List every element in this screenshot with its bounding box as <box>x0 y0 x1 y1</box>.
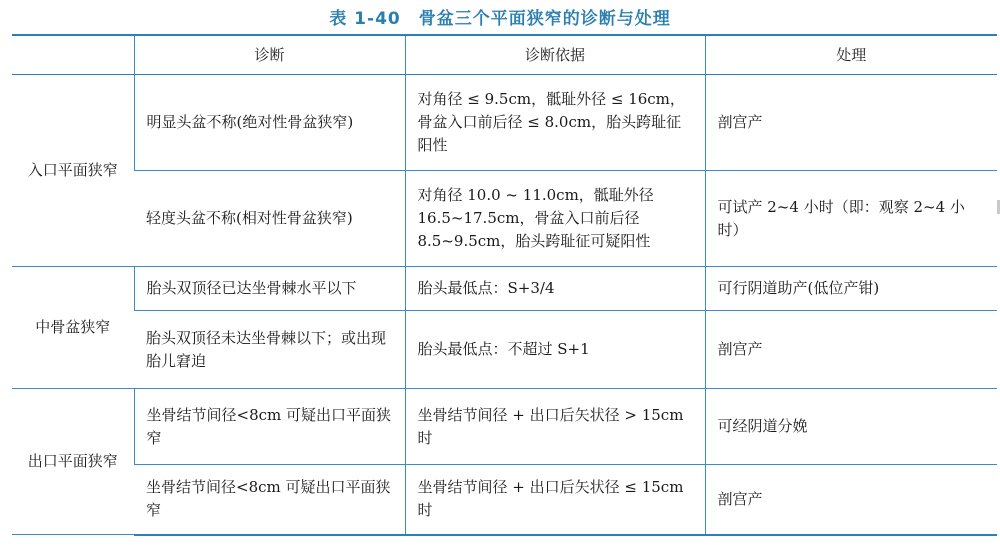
header-cell-basis: 诊断依据 <box>405 35 705 75</box>
treatment-cell: 可经阴道分娩 <box>705 389 997 465</box>
diagnosis-cell: 胎头双顶径未达坐骨棘以下；或出现胎儿窘迫 <box>134 311 405 389</box>
table-row <box>12 267 997 311</box>
table-number: 表 1-40 <box>329 9 401 29</box>
diagnosis-cell: 明显头盆不称(绝对性骨盆狭窄) <box>134 75 405 171</box>
treatment-cell: 可行阴道助产(低位产钳) <box>705 267 997 311</box>
group-cell-outlet: 出口平面狭窄 <box>12 389 134 535</box>
table-row <box>12 75 997 171</box>
group-cell-midpelvis: 中骨盆狭窄 <box>12 267 134 389</box>
treatment-cell: 剖宫产 <box>705 75 997 171</box>
treatment-cell: 剖宫产 <box>705 465 997 535</box>
treatment-cell: 剖宫产 <box>705 311 997 389</box>
basis-cell: 对角径 ≤ 9.5cm，骶耻外径 ≤ 16cm，骨盆入口前后径 ≤ 8.0cm，胎头跨耻征阳性 <box>405 75 705 171</box>
basis-cell: 胎头最低点：S+3/4 <box>405 267 705 311</box>
basis-cell: 胎头最低点：不超过 S+1 <box>405 311 705 389</box>
header-cell-diagnosis: 诊断 <box>134 35 405 75</box>
diagnosis-table <box>12 34 997 536</box>
treatment-cell: 可试产 2~4 小时（即：观察 2~4 小时） <box>705 171 997 267</box>
diagnosis-cell: 坐骨结节间径<8cm 可疑出口平面狭窄 <box>134 389 405 465</box>
basis-cell: 坐骨结节间径 + 出口后矢状径 ≤ 15cm 时 <box>405 465 705 535</box>
basis-cell: 坐骨结节间径 + 出口后矢状径 > 15cm 时 <box>405 389 705 465</box>
table-row <box>12 171 997 267</box>
header-cell-group <box>12 35 134 75</box>
diagnosis-cell: 胎头双顶径已达坐骨棘水平以下 <box>134 267 405 311</box>
diagnosis-cell: 轻度头盆不称(相对性骨盆狭窄) <box>134 171 405 267</box>
table-row <box>12 389 997 465</box>
table-title: 骨盆三个平面狭窄的诊断与处理 <box>418 9 671 29</box>
table-row <box>12 311 997 389</box>
table-caption <box>0 4 1000 29</box>
basis-cell: 对角径 10.0 ~ 11.0cm，骶耻外径 16.5~17.5cm，骨盆入口前后径 8.5~9.5cm，胎头跨耻征可疑阳性 <box>405 171 705 267</box>
header-cell-treatment: 处理 <box>705 35 997 75</box>
table-row <box>12 465 997 535</box>
group-cell-inlet: 入口平面狭窄 <box>12 75 134 267</box>
diagnosis-cell: 坐骨结节间径<8cm 可疑出口平面狭窄 <box>134 465 405 535</box>
header-row <box>12 35 997 75</box>
